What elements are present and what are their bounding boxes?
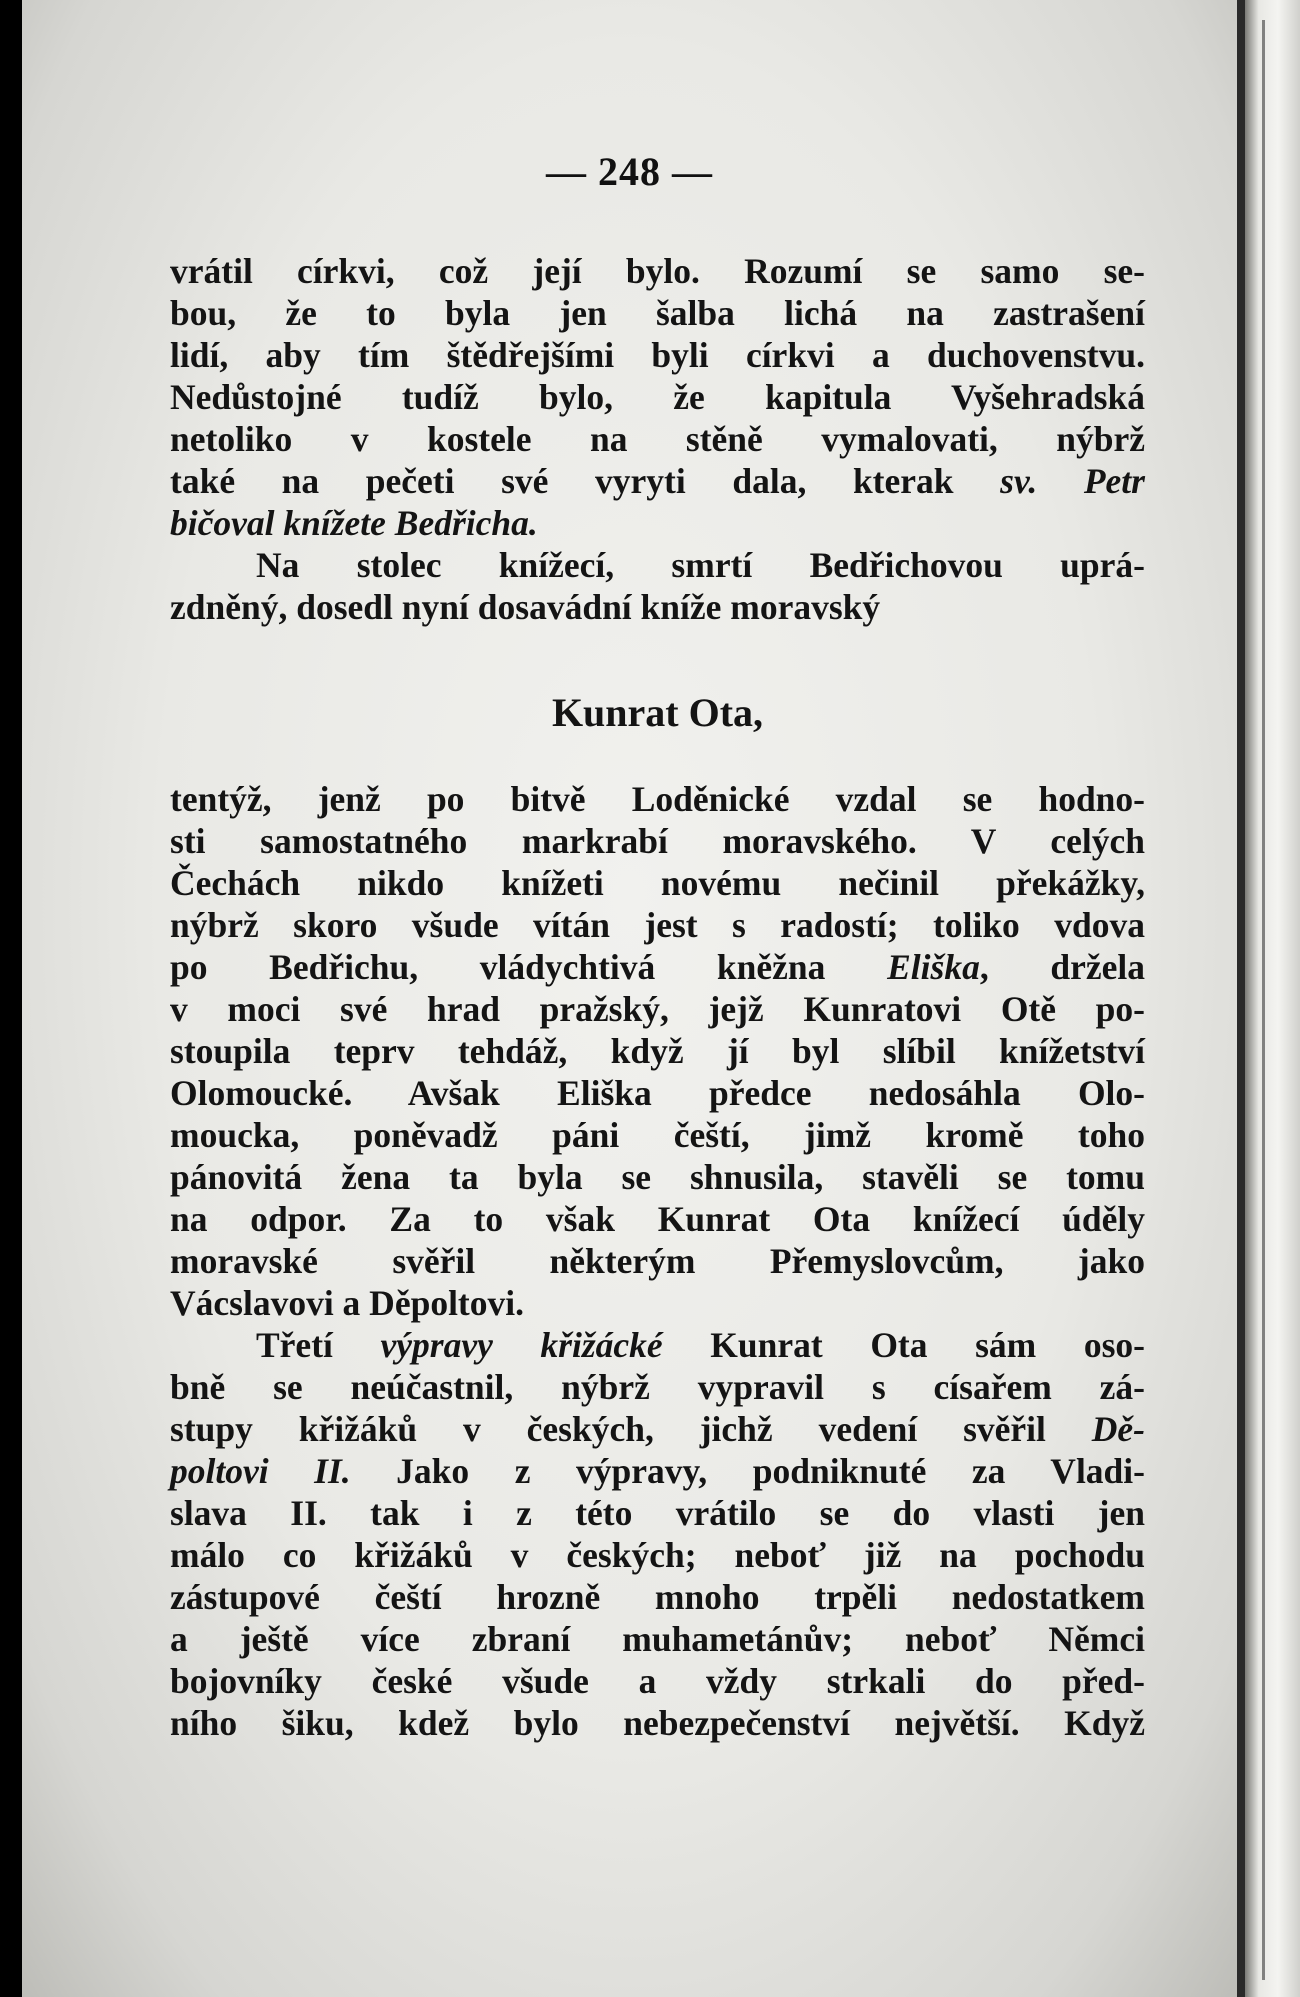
p4-line-6: málo co křižáků v českých; neboť již na pochodu xyxy=(170,1535,1145,1575)
p4-line-1-text: Třetí xyxy=(256,1325,381,1365)
p4-line-10: ního šiku, kdež bylo nebezpečenství největší. Když xyxy=(170,1703,1145,1743)
p1-line-3: lidí, aby tím štědřejšími byli církvi a duchovenstvu. xyxy=(170,335,1145,375)
p2-line-2: zdněný, dosedl nyní dosavádní kníže moravský xyxy=(170,587,881,627)
paper-sheet xyxy=(22,0,1237,1997)
p4-line-4-tail: Jako z výpravy, podniknuté za Vladi- xyxy=(350,1451,1145,1491)
p4-line-8: a ještě více zbraní muhametánův; neboť Němci xyxy=(170,1619,1145,1659)
p3-line-12: moravské svěřil některým Přemyslovcům, jako xyxy=(170,1241,1145,1281)
body-text xyxy=(170,250,1145,1744)
p3-line-11: na odpor. Za to však Kunrat Ota knížecí úděly xyxy=(170,1199,1145,1239)
p3-line-13: Vácslavovi a Děpoltovi. xyxy=(170,1283,524,1323)
p3-line-3: Čechách nikdo knížeti novému nečinil překážky, xyxy=(170,863,1145,903)
page-edge-line xyxy=(1262,20,1265,1980)
p4-line-2: bně se neúčastnil, nýbrž vypravil s císařem zá- xyxy=(170,1367,1145,1407)
p4-line-7: zástupové čeští hrozně mnoho trpěli nedostatkem xyxy=(170,1577,1145,1617)
p1-line-7-italic: bičoval knížete Bedřicha. xyxy=(170,503,538,543)
p4-line-4-italic: poltovi II. xyxy=(170,1451,351,1491)
page-edge xyxy=(1245,0,1300,1997)
p3-line-6: v moci své hrad pražský, jejž Kunratovi Otě po- xyxy=(170,989,1145,1029)
p4-line-1-italic: výpravy křižácké xyxy=(380,1325,663,1365)
p4-line-4 xyxy=(170,1450,1145,1492)
p3-line-5-italic: Eliška xyxy=(887,947,980,987)
p3-line-5 xyxy=(170,946,1145,988)
p4-line-9: bojovníky české všude a vždy strkali do před- xyxy=(170,1661,1145,1701)
p3-line-5-tail: , držela xyxy=(979,947,1145,987)
p3-line-8: Olomoucké. Avšak Eliška předce nedosáhla Olo- xyxy=(170,1073,1145,1113)
p1-line-6-text: také na pečeti své vyryti dala, kterak xyxy=(170,461,1001,501)
p1-line-4: Nedůstojné tudíž bylo, že kapitula Vyšehradská xyxy=(170,377,1145,417)
p3-line-5-text: po Bedřichu, vládychtivá kněžna xyxy=(170,947,888,987)
p4-line-1 xyxy=(170,1324,1145,1366)
p1-line-6 xyxy=(170,460,1145,502)
p1-line-7 xyxy=(170,502,1145,544)
p3-line-9: moucka, poněvadž páni čeští, jimž kromě toho xyxy=(170,1115,1145,1155)
p1-line-6-italic: sv. Petr xyxy=(1000,461,1145,501)
p1-line-2: bou, že to byla jen šalba lichá na zastrašení xyxy=(170,293,1145,333)
p4-line-3 xyxy=(170,1408,1145,1450)
p4-line-3-italic: Dě- xyxy=(1091,1409,1145,1449)
binding-shadow xyxy=(1237,0,1245,1997)
p4-line-1-tail: Kunrat Ota sám oso- xyxy=(662,1325,1145,1365)
page-number: — 248 — xyxy=(546,149,713,194)
p1-line-1: vrátil církvi, což její bylo. Rozumí se samo se- xyxy=(170,251,1145,291)
section-heading: Kunrat Ota, xyxy=(551,690,764,735)
p3-line-7: stoupila teprv tehdáž, když jí byl slíbil knížetství xyxy=(170,1031,1145,1071)
p4-line-3-text: stupy křižáků v českých, jichž vedení svěřil xyxy=(170,1409,1092,1449)
p2-line-1: Na stolec knížecí, smrtí Bedřichovou uprá- xyxy=(256,545,1145,585)
p1-line-5: netoliko v kostele na stěně vymalovati, nýbrž xyxy=(170,419,1145,459)
p3-line-1: tentýž, jenž po bitvě Loděnické vzdal se hodno- xyxy=(170,779,1145,819)
p3-line-10: pánovitá žena ta byla se shnusila, stavěli se tomu xyxy=(170,1157,1145,1197)
p3-line-2: sti samostatného markrabí moravského. V celých xyxy=(170,821,1145,861)
p4-line-5: slava II. tak i z této vrátilo se do vlasti jen xyxy=(170,1493,1145,1533)
p3-line-4: nýbrž skoro všude vítán jest s radostí; toliko vdova xyxy=(170,905,1145,945)
